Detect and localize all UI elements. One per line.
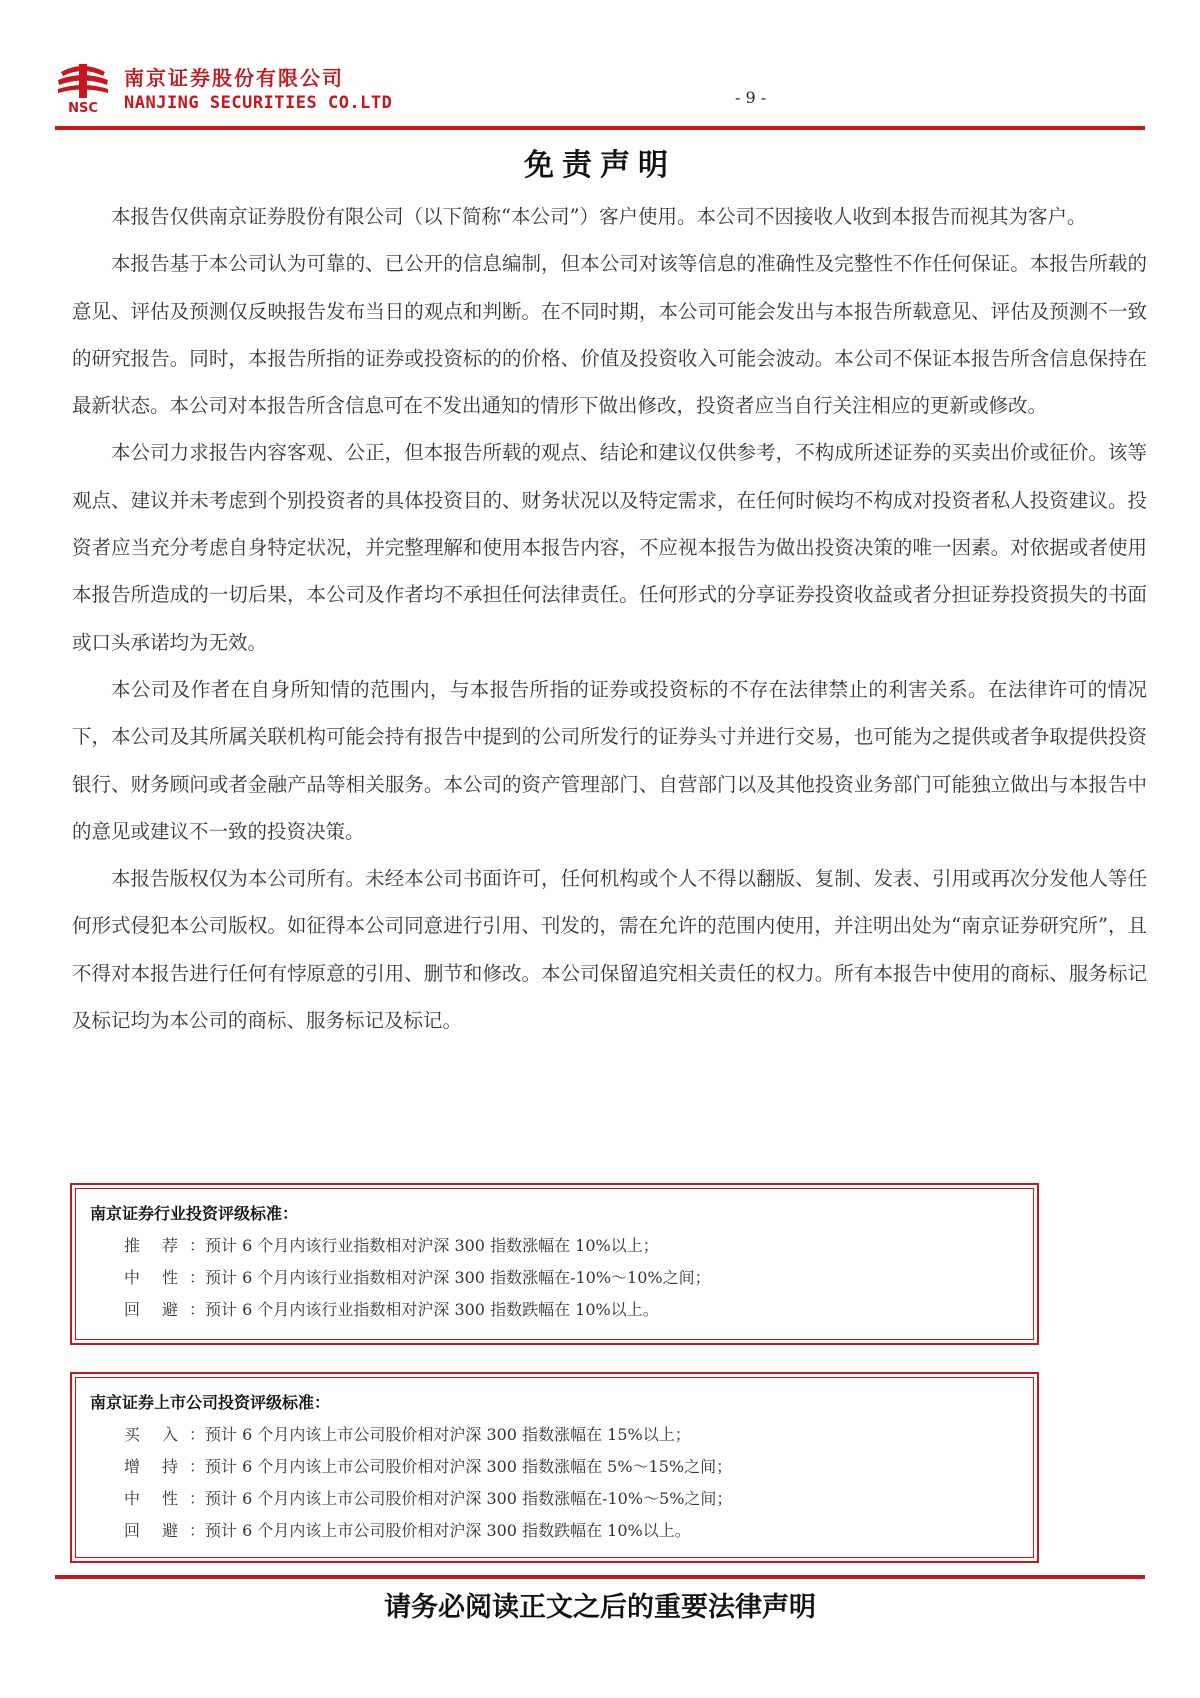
paragraph: 本公司力求报告内容客观、公正，但本报告所载的观点、结论和建议仅供参考，不构成所述证券的买卖出价或征价。该等观点、建议并未考虑到个别投资者的具体投资目的、财务状况以及特定需求，在任何时候均不构成对投资者私人投资建议。投资者应当充分考虑自身特定状况，并完整理解和使用本报告内容，不应视本报告为做出投资决策的唯一因素。对依据或者使用本报告所造成的一切后果，本公司及作者均不承担任何法律责任。任何形式的分享证券投资收益或者分担证券投资损失的书面或口头承诺均为无效。 <box>72 441 1147 654</box>
rating-desc: ：预计 6 个月内该上市公司股价相对沪深 300 指数跌幅在 10%以上。 <box>189 1521 691 1540</box>
rating-row <box>90 1515 1019 1547</box>
rating-desc: ：预计 6 个月内该上市公司股价相对沪深 300 指数涨幅在 5%～15%之间； <box>189 1457 733 1476</box>
rating-row <box>90 1419 1019 1451</box>
paragraph: 本公司及作者在自身所知情的范围内，与本报告所指的证券或投资标的不存在法律禁止的利害关系。在法律许可的情况下，本公司及其所属关联机构可能会持有报告中提到的公司所发行的证券头寸并进行交易，也可能为之提供或者争取提供投资银行、财务顾问或者金融产品等相关服务。本公司的资产管理部门、自营部门以及其他投资业务部门可能独立做出与本报告中的意见或建议不一致的投资决策。 <box>72 677 1147 843</box>
page-number: - 9 - <box>735 88 767 107</box>
company-rating-title: 南京证券上市公司投资评级标准： <box>90 1393 331 1412</box>
paragraph: 本报告版权仅为本公司所有。未经本公司书面许可，任何机构或个人不得以翻版、复制、发表、引用或再次分发他人等任何形式侵犯本公司版权。如征得本公司同意进行引用、刊发的，需在允许的范围内使用，并注明出处为“南京证券研究所”，且不得对本报告进行任何有悖原意的引用、删节和修改。本公司保留追究相关责任的权力。所有本报告中使用的商标、服务标记及标记均为本公司的商标、服务标记及标记。 <box>72 867 1147 1033</box>
paragraph: 本报告基于本公司认为可靠的、已公开的信息编制，但本公司对该等信息的准确性及完整性不作任何保证。本报告所载的意见、评估及预测仅反映报告发布当日的观点和判断。在不同时期，本公司可能会发出与本报告所载意见、评估及预测不一致的研究报告。同时，本报告所指的证券或投资标的的价格、价值及投资收入可能会波动。本公司不保证本报告所含信息保持在最新状态。本公司对本报告所含信息可在不发出通知的情形下做出修改，投资者应当自行关注相应的更新或修改。 <box>72 252 1147 418</box>
header-divider <box>55 126 1145 130</box>
rating-desc: ：预计 6 个月内该上市公司股价相对沪深 300 指数涨幅在-10%～5%之间； <box>189 1489 733 1508</box>
rating-desc: ：预计 6 个月内该行业指数相对沪深 300 指数涨幅在-10%～10%之间； <box>189 1268 711 1287</box>
rating-row <box>90 1483 1019 1515</box>
footer-legal-notice: 请务必阅读正文之后的重要法律声明 <box>384 1592 816 1623</box>
rating-key: 中性 <box>124 1489 178 1508</box>
rating-row <box>90 1451 1019 1483</box>
paragraph: 本报告仅供南京证券股份有限公司（以下简称“本公司”）客户使用。本公司不因接收人收到本报告而视其为客户。 <box>111 205 1087 228</box>
rating-desc: ：预计 6 个月内该行业指数相对沪深 300 指数涨幅在 10%以上； <box>189 1236 659 1255</box>
rating-key: 买入 <box>124 1425 178 1444</box>
footer-divider <box>55 1575 1145 1579</box>
company-rating-box <box>70 1372 1039 1563</box>
rating-key: 增持 <box>124 1457 178 1476</box>
industry-rating-title: 南京证券行业投资评级标准： <box>90 1204 299 1223</box>
rating-desc: ：预计 6 个月内该上市公司股价相对沪深 300 指数涨幅在 15%以上； <box>189 1425 691 1444</box>
rating-key: 回避 <box>124 1521 178 1540</box>
company-name-en: NANJING SECURITIES CO.LTD <box>124 93 393 113</box>
page-title: 免责声明 <box>524 148 676 183</box>
rating-row <box>90 1230 1019 1262</box>
rating-key: 回避 <box>124 1300 178 1319</box>
rating-row <box>90 1294 1019 1326</box>
rating-key: 中性 <box>124 1268 178 1287</box>
rating-desc: ：预计 6 个月内该行业指数相对沪深 300 指数跌幅在 10%以上。 <box>189 1300 659 1319</box>
company-name-cn: 南京证券股份有限公司 <box>124 66 344 90</box>
rating-row <box>90 1262 1019 1294</box>
nsc-logo-icon <box>55 58 111 114</box>
page-header <box>55 58 1145 128</box>
rating-key: 推荐 <box>124 1236 178 1255</box>
logo-text: NSC <box>68 101 98 114</box>
industry-rating-box <box>70 1183 1039 1345</box>
disclaimer-body <box>72 193 1147 1044</box>
